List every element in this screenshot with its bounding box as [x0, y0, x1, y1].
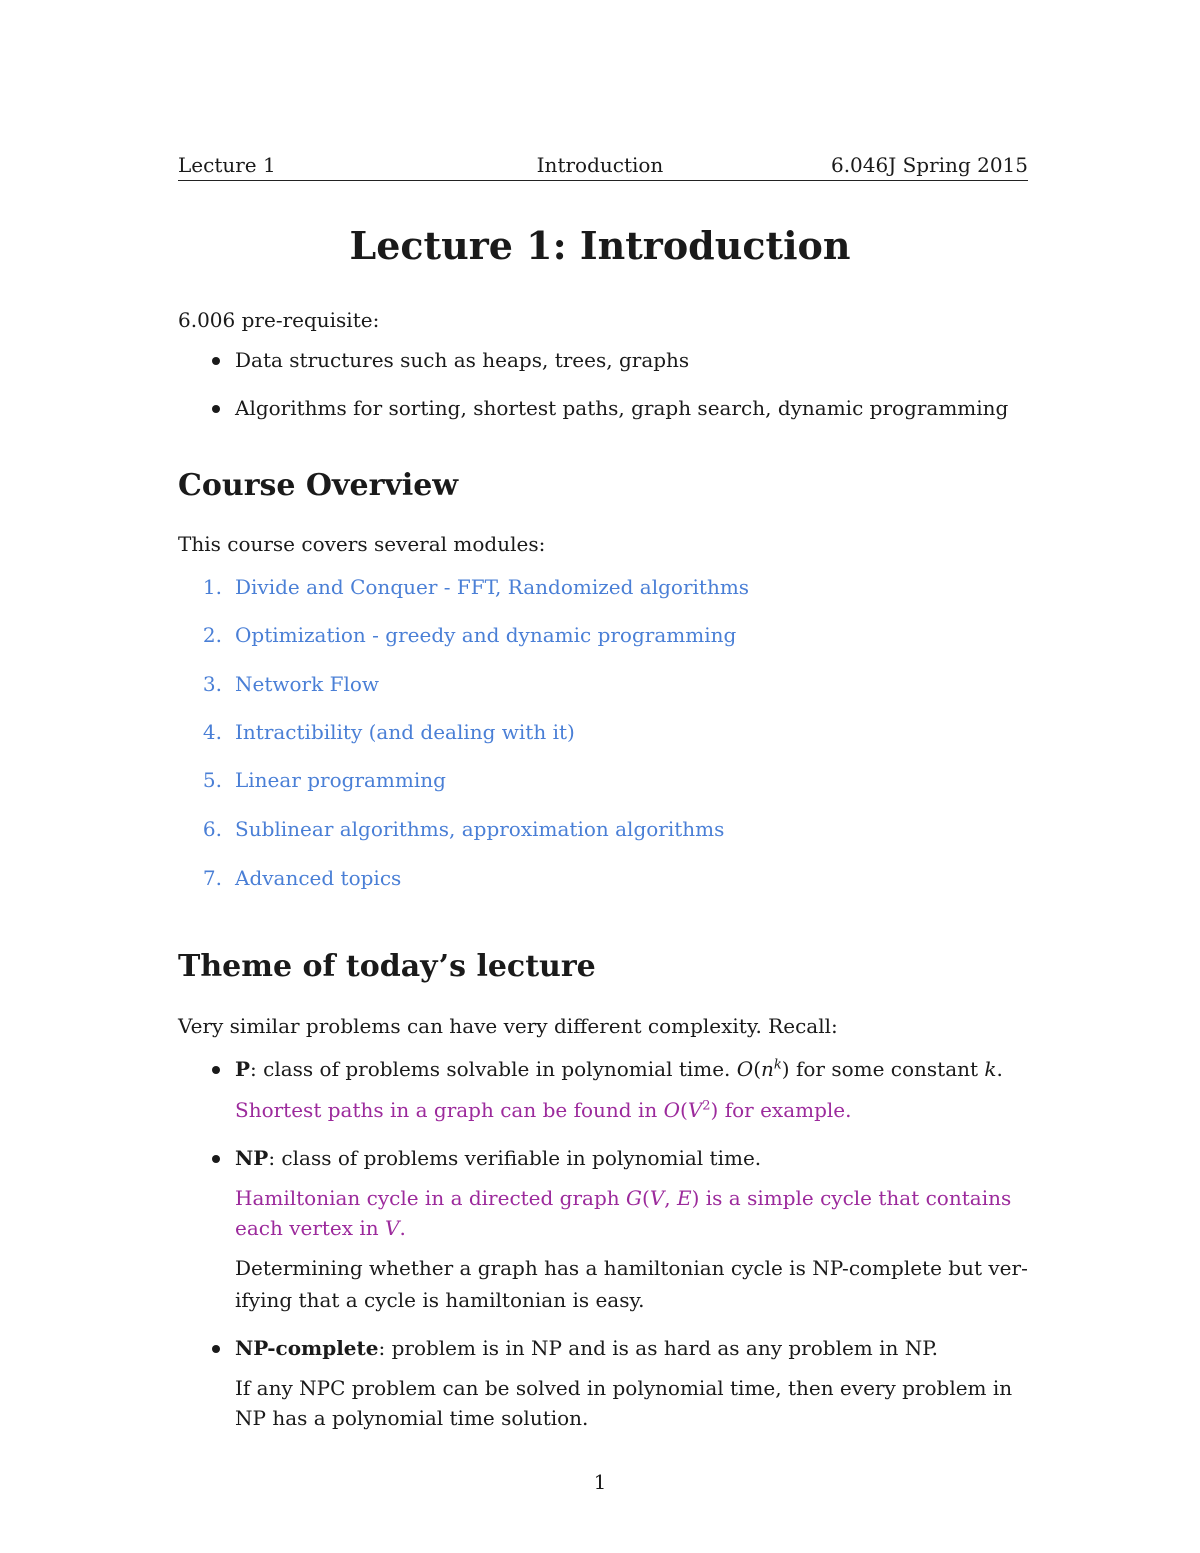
header-rule — [178, 180, 1028, 181]
section-heading-overview: Course Overview — [178, 468, 459, 503]
prereq-intro: 6.006 pre-requisite: — [178, 308, 380, 332]
module-link[interactable]: Linear programming — [235, 768, 446, 792]
np-note-line1: Determining whether a graph has a hamiltonian cycle is NP-complete but ver- — [235, 1256, 1028, 1280]
running-header-left: Lecture 1 — [178, 153, 276, 177]
theme-intro: Very similar problems can have very different complexity. Recall: — [178, 1014, 838, 1038]
overview-intro: This course covers several modules: — [178, 532, 546, 556]
module-number: 5. — [202, 768, 222, 792]
module-number: 2. — [202, 623, 222, 647]
bullet-icon — [212, 405, 220, 413]
section-heading-theme: Theme of today’s lecture — [178, 949, 596, 984]
running-header-right: 6.046J Spring 2015 — [830, 153, 1028, 177]
module-number: 3. — [202, 672, 222, 696]
npc-definition: NP-complete: problem is in NP and is as hard as any problem in NP. — [235, 1336, 939, 1360]
module-number: 4. — [202, 720, 222, 744]
module-number: 1. — [202, 575, 222, 599]
module-link[interactable]: Advanced topics — [235, 866, 402, 890]
np-example-line1: Hamiltonian cycle in a directed graph G(V, E) is a simple cycle that contains — [235, 1186, 1012, 1210]
npc-note-line2: NP has a polynomial time solution. — [235, 1406, 589, 1430]
np-term: NP — [235, 1146, 269, 1170]
prereq-item: Algorithms for sorting, shortest paths, graph search, dynamic programming — [235, 396, 1009, 420]
module-number: 6. — [202, 817, 222, 841]
p-example: Shortest paths in a graph can be found in $O(V^2)$ for example. — [235, 1098, 852, 1122]
page-number: 1 — [593, 1470, 607, 1494]
module-link[interactable]: Sublinear algorithms, approximation algorithms — [235, 817, 725, 841]
bullet-icon — [212, 1155, 220, 1163]
bullet-icon — [212, 357, 220, 365]
running-header-center: Introduction — [536, 153, 664, 177]
np-example-line2: each vertex in V. — [235, 1216, 406, 1240]
np-definition: NP: class of problems verifiable in polynomial time. — [235, 1146, 762, 1170]
module-link[interactable]: Optimization - greedy and dynamic programming — [235, 623, 737, 647]
p-term: P — [235, 1057, 251, 1081]
bullet-icon — [212, 1066, 220, 1074]
bullet-icon — [212, 1345, 220, 1353]
npc-note-line1: If any NPC problem can be solved in polynomial time, then every problem in — [235, 1376, 1013, 1400]
p-definition: P: class of problems solvable in polynomial time. $O(n^k)$ for some constant k. — [235, 1057, 1003, 1081]
page-title: Lecture 1: Introduction — [349, 223, 851, 268]
module-link[interactable]: Network Flow — [235, 672, 380, 696]
module-link[interactable]: Intractibility (and dealing with it) — [235, 720, 575, 744]
module-link[interactable]: Divide and Conquer - FFT, Randomized algorithms — [235, 575, 750, 599]
module-number: 7. — [202, 866, 222, 890]
prereq-item: Data structures such as heaps, trees, graphs — [235, 348, 690, 372]
np-note-line2: ifying that a cycle is hamiltonian is easy. — [235, 1288, 645, 1312]
npc-term: NP-complete — [235, 1336, 379, 1360]
